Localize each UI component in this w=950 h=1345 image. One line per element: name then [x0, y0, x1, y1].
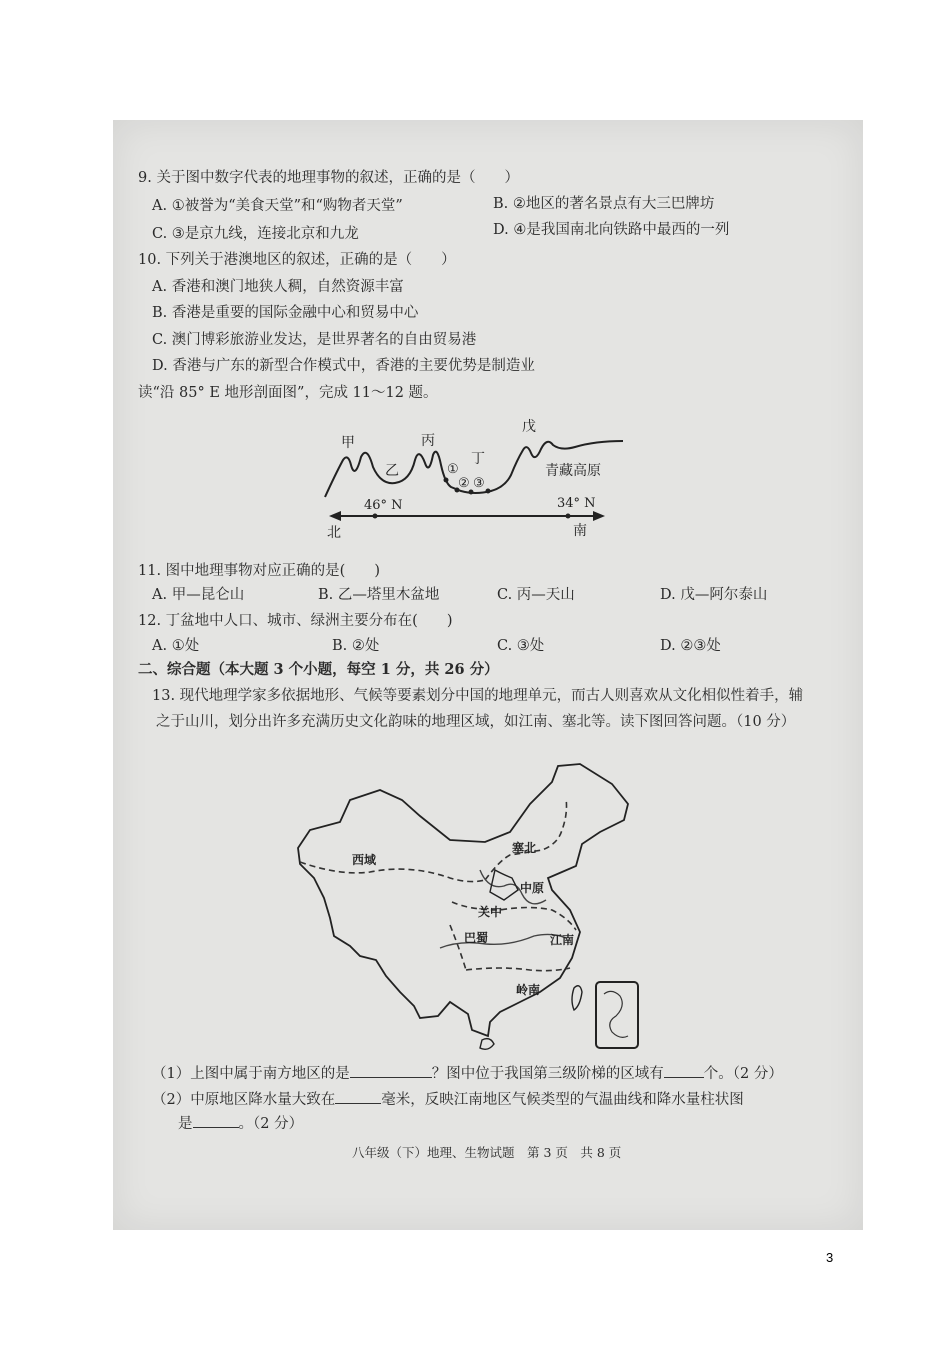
footer: 八年级（下）地理、生物试题 第 3 页 共 8 页 — [352, 1145, 622, 1160]
label-bing: 丙 — [421, 433, 435, 449]
q12-option-c: C. ③处 — [497, 638, 545, 654]
blank-3[interactable] — [335, 1089, 381, 1104]
q13-line-1: 13. 现代地理学家多依据地形、气候等要素划分中国的地理单元，而古人则喜欢从文化相似性着手，辅 — [152, 688, 804, 704]
q9-stem: 9. 关于图中数字代表的地理事物的叙述，正确的是（ ） — [138, 170, 519, 186]
q10-option-a: A. 香港和澳门地狭人稠，自然资源丰富 — [152, 279, 404, 295]
q12-stem: 12. 丁盆地中人口、城市、绿洲主要分布在( ) — [138, 613, 453, 629]
sub-question-2: （2）中原地区降水量大致在 毫米，反映江南地区气候类型的气温曲线和降水量柱状图 — [152, 1089, 744, 1110]
blank-4[interactable] — [193, 1113, 239, 1128]
region-xiyu: 西域 — [352, 853, 377, 867]
region-bashu: 巴蜀 — [464, 931, 489, 945]
q11-stem: 11. 图中地理事物对应正确的是( ) — [138, 563, 380, 579]
blank-2[interactable] — [664, 1063, 704, 1078]
q11-option-a: A. 甲—昆仑山 — [152, 587, 245, 603]
q10-option-b: B. 香港是重要的国际金融中心和贸易中心 — [152, 305, 419, 321]
region-jiangnan: 江南 — [550, 933, 575, 947]
section-2-heading: 二、综合题（本大题 3 个小题，每空 1 分，共 26 分） — [138, 661, 499, 678]
q10-stem: 10. 下列关于港澳地区的叙述，正确的是（ ） — [138, 252, 456, 268]
sub-question-2-cont: 是 。（2 分） — [178, 1113, 303, 1134]
q12-option-a: A. ①处 — [152, 638, 200, 654]
q9-option-a: A. ①被誉为“美食天堂”和“购物者天堂” — [152, 198, 403, 214]
label-circle-1: ① — [447, 462, 459, 477]
q9-option-b: B. ②地区的著名景点有大三巴牌坊 — [493, 196, 715, 212]
region-zhongyuan: 中原 — [520, 881, 545, 895]
label-wu: 戊 — [522, 419, 536, 435]
label-circle-2: ② — [458, 476, 470, 491]
label-circle-3: ③ — [473, 476, 485, 491]
china-region-map — [290, 760, 670, 1060]
q9-option-d: D. ④是我国南北向铁路中最西的一列 — [493, 222, 730, 238]
sub-question-1: （1）上图中属于南方地区的是 ？图中位于我国第三级阶梯的区域有 个。（2 分） — [152, 1063, 783, 1084]
profile-intro: 读“沿 85° E 地形剖面图”，完成 11～12 题。 — [138, 385, 438, 401]
region-guanzhong: 关中 — [478, 905, 503, 919]
label-south: 南 — [573, 523, 587, 539]
label-lat-34: 34° N — [557, 496, 596, 511]
region-saibei: 塞北 — [512, 841, 537, 855]
q13-line-2: 之于山川，划分出许多充满历史文化韵味的地理区域，如江南、塞北等。读下图回答问题。（10 分） — [156, 714, 796, 730]
page-number: 3 — [826, 1250, 834, 1265]
q11-option-c: C. 丙—天山 — [497, 587, 575, 603]
q10-option-d: D. 香港与广东的新型合作模式中，香港的主要优势是制造业 — [152, 358, 535, 374]
q11-option-d: D. 戊—阿尔泰山 — [660, 587, 768, 603]
q9-option-c: C. ③是京九线，连接北京和九龙 — [152, 226, 359, 242]
label-yi: 乙 — [385, 463, 399, 479]
q10-option-c: C. 澳门博彩旅游业发达，是世界著名的自由贸易港 — [152, 332, 477, 348]
q11-option-b: B. 乙—塔里木盆地 — [318, 587, 440, 603]
region-lingnan: 岭南 — [516, 983, 541, 997]
blank-1[interactable] — [350, 1063, 432, 1078]
label-ding: 丁 — [471, 451, 485, 467]
label-lat-46: 46° N — [364, 498, 403, 513]
terrain-profile-figure — [315, 405, 635, 545]
label-jia: 甲 — [341, 435, 355, 451]
label-plateau: 青藏高原 — [545, 463, 601, 479]
q12-option-b: B. ②处 — [332, 638, 380, 654]
label-north: 北 — [327, 525, 341, 541]
q12-option-d: D. ②③处 — [660, 638, 721, 654]
